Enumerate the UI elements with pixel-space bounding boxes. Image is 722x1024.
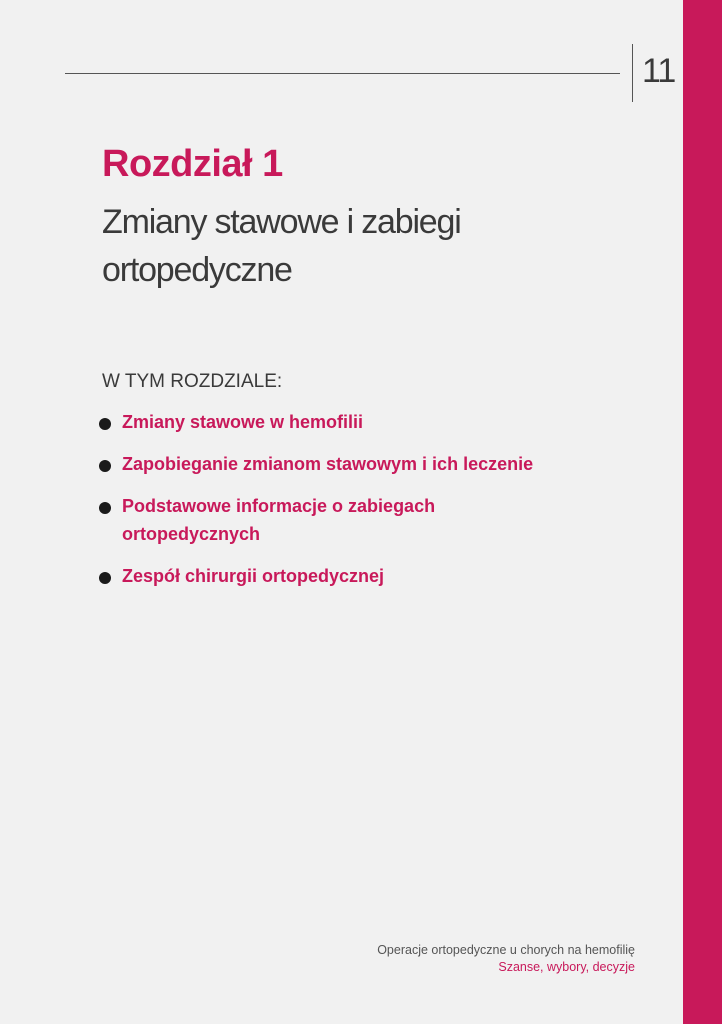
chapter-label: Rozdział 1 [102, 143, 283, 185]
page-number: 11 [642, 52, 676, 90]
contents-item-label[interactable]: Zespół chirurgii ortopedycznej [122, 566, 385, 586]
chapter-contents-list [97, 408, 617, 604]
bullet-icon [99, 418, 111, 430]
header-rule [65, 73, 620, 74]
header-divider [632, 44, 633, 102]
footer-book-title: Operacje ortopedyczne u chorych na hemofilię [377, 943, 635, 957]
contents-heading: W TYM ROZDZIALE: [102, 371, 283, 392]
contents-item[interactable] [97, 492, 617, 548]
accent-side-band [683, 0, 722, 1024]
contents-item-label[interactable]: Zapobieganie zmianom stawowym i ich leczenie [122, 454, 534, 474]
contents-item[interactable] [97, 562, 617, 590]
chapter-title: Zmiany stawowe i zabiegi ortopedyczne [102, 203, 461, 289]
footer-book-subtitle: Szanse, wybory, decyzje [498, 960, 635, 974]
page-footer [377, 941, 635, 976]
bullet-icon [99, 572, 111, 584]
bullet-icon [99, 502, 111, 514]
bullet-icon [99, 460, 111, 472]
contents-item-label[interactable]: Zmiany stawowe w hemofilii [122, 412, 364, 432]
contents-item[interactable] [97, 450, 617, 478]
contents-item-label[interactable]: Podstawowe informacje o zabiegach ortopedycznych [122, 496, 436, 544]
contents-item[interactable] [97, 408, 617, 436]
